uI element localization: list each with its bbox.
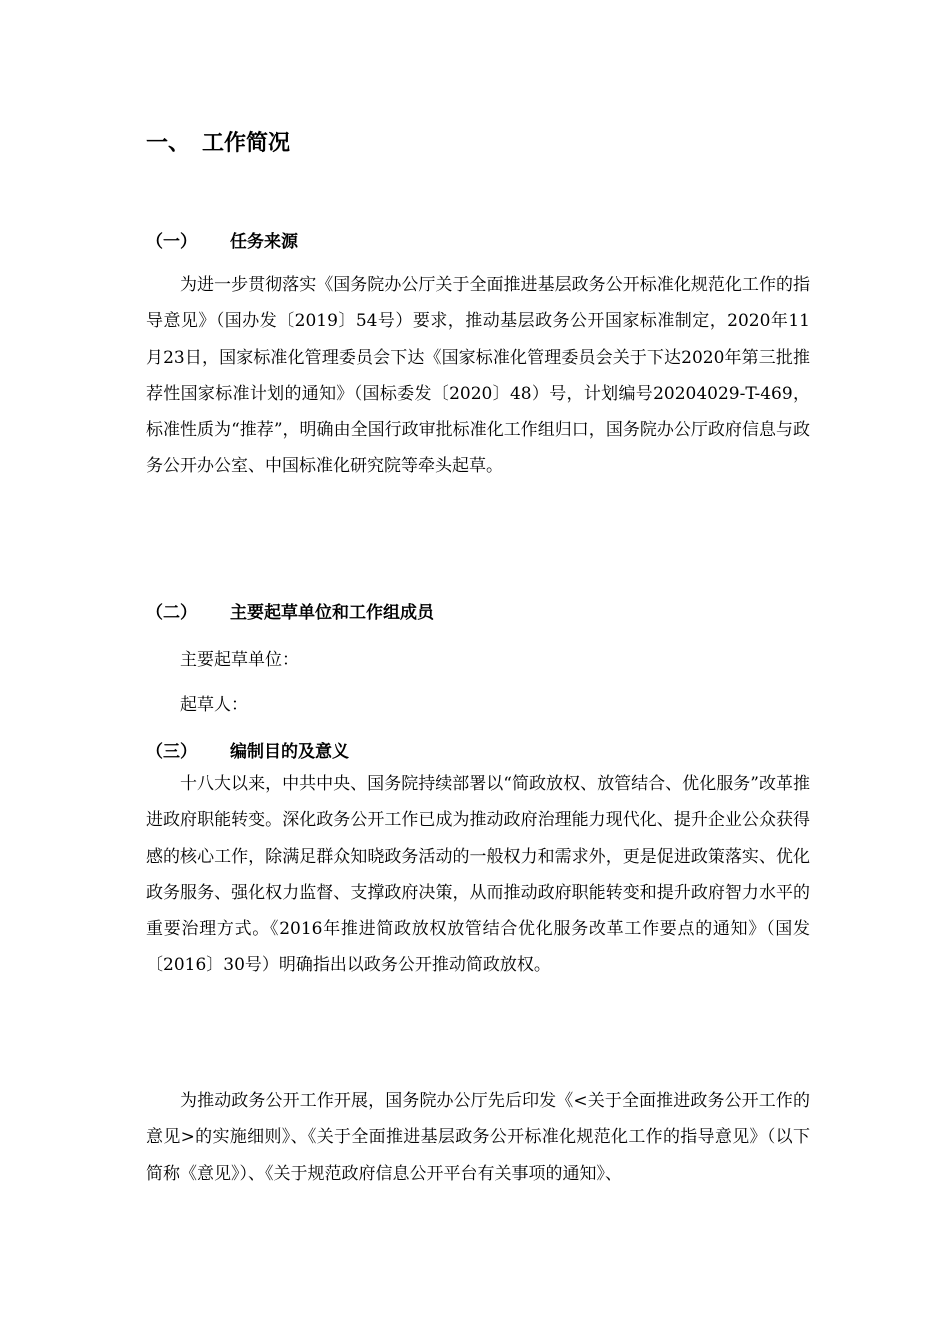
section-number: 一、 — [146, 131, 191, 156]
subsection-heading-2 — [146, 598, 434, 623]
subsection-heading-3 — [146, 737, 349, 762]
drafter-label: 起草人： — [180, 695, 248, 715]
section-title: 工作简况 — [202, 131, 291, 156]
subsection-title: 编制目的及意义 — [230, 742, 349, 762]
section-heading — [146, 126, 290, 157]
subsection-number: （三） — [146, 742, 197, 762]
drafting-unit-label: 主要起草单位： — [180, 650, 299, 670]
subsection-number: （二） — [146, 603, 197, 623]
task-source-paragraph: 为进一步贯彻落实《国务院办公厅关于全面推进基层政务公开标准化规范化工作的指导意见》（国办发〔2019〕54号）要求，推动基层政务公开国家标准制定，2020年11月23日，国家标准化管理委员会下达《国家标准化管理委员会关于下达2020年第三批推荐性国家标准计划的通知》（国标委发〔2020〕48）号，计划编号20204029-T-469，标准性质为“推荐”，明确由全国行政审批标准化工作组归口，国务院办公厅政府信息与政务公开办公室、中国标准化研究院等牵头起草。 — [146, 275, 810, 477]
subsection-number: （一） — [146, 232, 197, 252]
purpose-paragraph-2: 为推动政务公开工作开展，国务院办公厅先后印发《<关于全面推进政务公开工作的意见>的实施细则》、《关于全面推进基层政务公开标准化规范化工作的指导意见》（以下简称《意见》）、《关于规范政府信息公开平台有关事项的通知》、 — [146, 1091, 810, 1184]
purpose-paragraph-1: 十八大以来，中共中央、国务院持续部署以“简政放权、放管结合、优化服务”改革推进政府职能转变。深化政务公开工作已成为推动政府治理能力现代化、提升企业公众获得感的核心工作，除满足群众知晓政务活动的一般权力和需求外，更是促进政策落实、优化政务服务、强化权力监督、支撑政府决策，从而推动政府职能转变和提升政府智力水平的重要治理方式。《2016年推进简政放权放管结合优化服务改革工作要点的通知》（国发〔2016〕30号）明确指出以政务公开推动简政放权。 — [146, 774, 810, 976]
subsection-heading-1 — [146, 227, 298, 252]
subsection-title: 主要起草单位和工作组成员 — [230, 603, 434, 623]
subsection-title: 任务来源 — [230, 232, 298, 252]
